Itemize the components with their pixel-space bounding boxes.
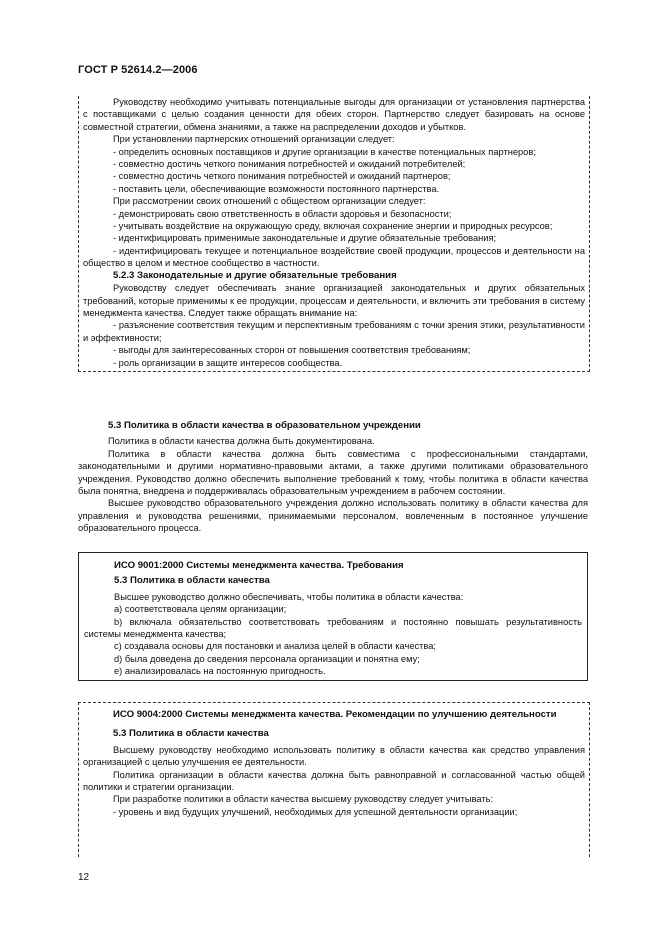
iso9001-title: ИСО 9001:2000 Системы менеджмента качества. Требования [114,560,404,571]
box1-list-item: - выгоды для заинтересованных сторон от повышения соответствия требованиям; [113,345,471,356]
box1-list-item: - определить основных поставщиков и другие организации в качестве потенциальных партнеров; [113,146,536,157]
iso9004-excerpt-box-top [78,96,590,372]
box1-list-item: - совместно достичь четкого понимания потребностей и ожиданий потребителей; [113,159,466,170]
box1-list-item: - разъяснение соответствия текущим и перспективным требованиям с точки зрения этики, результативности и эффективности; [83,320,585,343]
iso9001-item: d) была доведена до сведения персонала организации и понятна ему; [114,653,420,664]
box1-paragraph: При установлении партнерских отношений организации следует: [113,134,395,145]
iso9004-paragraph: Политика организации в области качества должна быть равноправной и согласованной частью общей политики и стратегии организации. [83,769,585,793]
box1-list-item: - роль организации в защите интересов сообщества. [113,357,343,368]
section-5-3 [78,417,588,535]
section-paragraph: Политика в области качества должна быть совместима с профессиональными стандартами, законодательными и другими нормативно-правовыми актами, а также другими политиками образовательного учреждения. Руководство должно обеспечить выполнение требований к тому, чтобы политика в области качества была понятна, внедрена и поддерживалась образовательным учреждением в рабочем состоянии. [78,448,588,497]
iso9004-paragraph: При разработке политики в области качества высшему руководству следует учитывать: [113,794,494,805]
iso9001-item: c) создавала основы для постановки и анализа целей в области качества; [114,641,437,652]
page-number: 12 [78,872,90,883]
box1-list-item: - идентифицировать текущее и потенциальное воздействие своей продукции, процессов и деятельности на общество в целом и местное сообщество в частности. [83,245,585,269]
iso9001-item: e) анализировалась на постоянную пригодность. [114,666,326,677]
iso9004-box [78,702,590,857]
iso9004-subheading: 5.3 Политика в области качества [113,728,269,740]
iso9004-title: ИСО 9004:2000 Системы менеджмента качества. Рекомендации по улучшению деятельности [113,709,557,720]
box1-list-item: - учитывать воздействие на окружающую среду, включая сохранение энергии и природных ресурсов; [113,221,553,232]
section-paragraph: Политика в области качества должна быть документирована. [108,436,375,447]
box1-subheading: 5.2.3 Законодательные и другие обязательные требования [113,269,397,281]
box1-list-item: - демонстрировать свою ответственность в области здоровья и безопасности; [113,208,452,219]
box1-list-item: - совместно достичь четкого понимания потребностей и ожиданий партнеров; [113,171,451,182]
box1-paragraph: Руководству необходимо учитывать потенциальные выгоды для организации от установления партнерства с поставщиками с целью создания ценности для обеих сторон. Партнерство следует базировать на основе совместной стратегии, обмена знаниями, а также на распределении доходов и убытков. [83,97,585,132]
iso9004-paragraph: Высшему руководству необходимо использовать политику в области качества как средство управления организацией с целью улучшения ее деятельности. [83,744,585,768]
box1-paragraph: Руководству следует обеспечивать знание организацией законодательных и других обязательных требований, которые применимы к ее продукции, процессам и деятельности, и включить эти требования в систему менеджмента качества. Следует также обращать внимание на: [83,283,585,318]
iso9001-box [78,552,588,681]
section-5-3-heading: 5.3 Политика в области качества в образовательном учреждении [108,420,421,431]
box1-list-item: - поставить цели, обеспечивающие возможности постоянного партнерства. [113,183,440,194]
iso9001-intro: Высшее руководство должно обеспечивать, чтобы политика в области качества: [114,591,464,602]
iso9001-item: b) включала обязательство соответствовать требованиям и постоянно повышать результативность системы менеджмента качества; [84,616,582,640]
iso9004-list-item: - уровень и вид будущих улучшений, необходимых для успешной деятельности организации; [113,806,518,817]
section-paragraph: Высшее руководство образовательного учреждения должно использовать политику в области качества для управления и руководства решениями, принимаемыми персоналом, вовлеченным в постоянное улучшение образовательного процесса. [78,498,588,534]
box1-list-item: - идентифицировать применимые законодательные и другие обязательные требования; [113,233,497,244]
box1-paragraph: При рассмотрении своих отношений с обществом организации следует: [113,196,426,207]
iso9001-subheading: 5.3 Политика в области качества [114,575,270,587]
document-header: ГОСТ Р 52614.2—2006 [78,64,198,76]
iso9001-item: a) соответствовала целям организации; [114,604,287,615]
